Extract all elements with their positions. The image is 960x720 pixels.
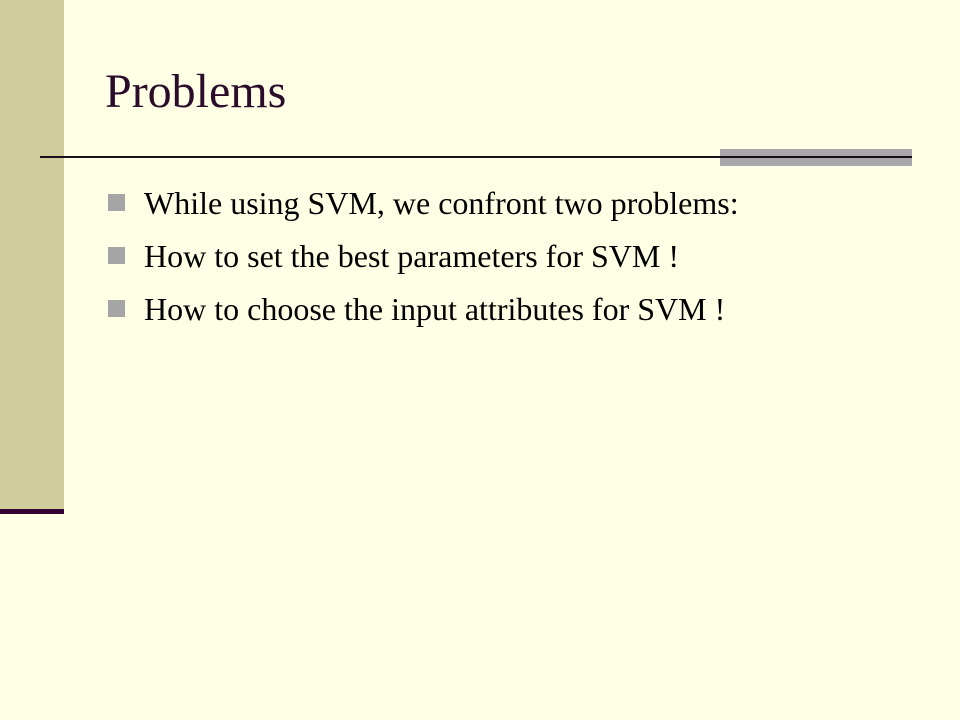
square-bullet-icon <box>108 300 125 317</box>
bullet-list <box>108 176 739 335</box>
left-bar-base-line <box>0 509 64 514</box>
bullet-item <box>108 282 739 335</box>
title-accent-rule-lower <box>720 158 912 166</box>
bullet-item <box>108 176 739 229</box>
bullet-text: How to set the best parameters for SVM ! <box>144 237 679 274</box>
title-accent-rule-upper <box>720 149 912 156</box>
bullet-text: While using SVM, we confront two problems: <box>144 184 739 221</box>
square-bullet-icon <box>108 247 125 264</box>
slide-title: Problems <box>105 65 287 118</box>
bullet-text: How to choose the input attributes for SVM ! <box>144 290 726 327</box>
bullet-item <box>108 229 739 282</box>
square-bullet-icon <box>108 194 125 211</box>
left-decorative-bar <box>0 0 64 512</box>
